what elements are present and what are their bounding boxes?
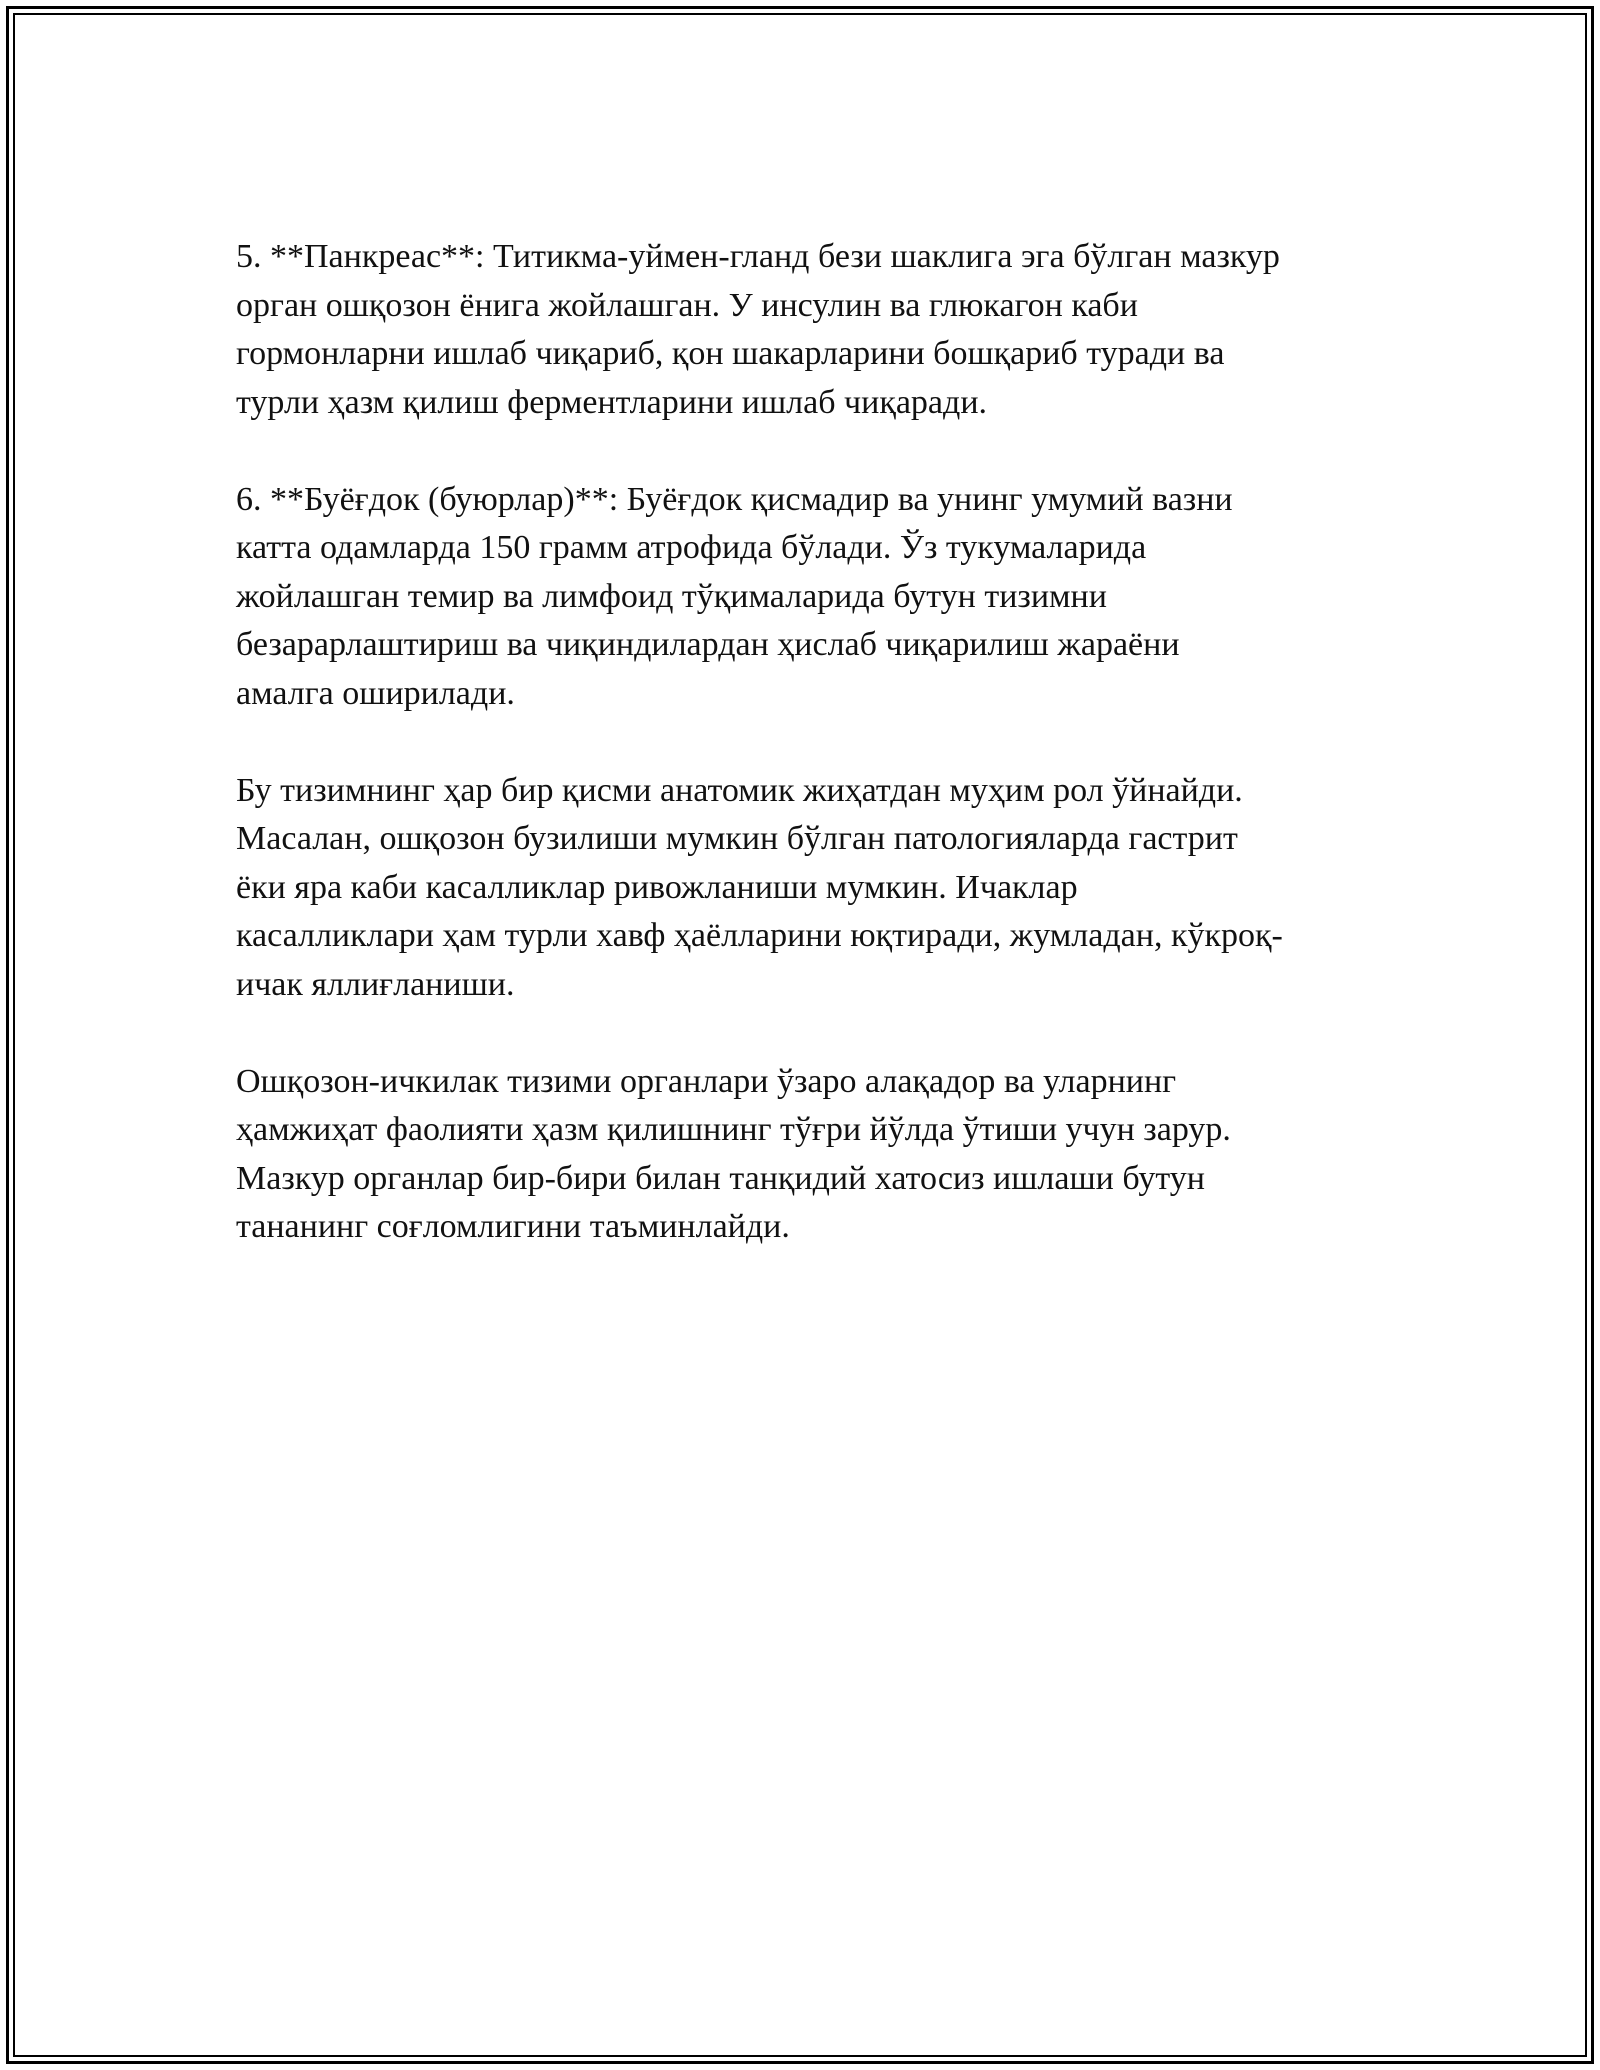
text-line: Масалан, ошқозон бузилиши мумкин бўлган патологияларда гастрит [236, 820, 1238, 857]
text-line: ёки яра каби касалликлар ривожланиши мумкин. Ичаклар [236, 868, 1078, 906]
text-line: безарарлаштириш ва чиқиндилардан ҳислаб чиқарилиш жараёни [236, 626, 1180, 663]
paragraph-conclusion [236, 1058, 1376, 1252]
text-line: амалга оширилади. [236, 674, 515, 712]
text-line: гормонларни ишлаб чиқариб, қон шакарларини бошқариб туради ва [236, 335, 1225, 372]
text-line: Ошқозон-ичкилак тизими органлари ўзаро алақадор ва уларнинг [236, 1062, 1177, 1100]
document-body [236, 233, 1376, 1300]
text-line: жойлашган темир ва лимфоид тўқималарида бутун тизимни [236, 577, 1107, 615]
paragraph-pancreas [236, 233, 1376, 427]
text-line: ҳамжиҳат фаолияти ҳазм қилишнинг тўғри йўлда ўтиши учун зарур. [236, 1111, 1231, 1148]
text-line: орган ошқозон ёнига жойлашган. У инсулин ва глюкагон каби [236, 286, 1138, 324]
text-line: ичак яллиғланиши. [236, 965, 515, 1003]
text-line: 6. **Буёғдок (буюрлар)**: Буёғдок қисмадир ва унинг умумий вазни [236, 480, 1233, 518]
paragraph-anatomy [236, 767, 1376, 1010]
text-line: турли ҳазм қилиш ферментларини ишлаб чиқаради. [236, 383, 988, 421]
text-line: 5. **Панкреас**: Титикма-уймен-гланд бези шаклига эга бўлган мазкур [236, 238, 1280, 275]
text-line: Мазкур органлар бир-бири билан танқидий хатосиз ишлаши бутун [236, 1159, 1205, 1197]
paragraph-kidneys [236, 476, 1376, 719]
text-line: катта одамларда 150 грамм атрофида бўлади. Ўз тукумаларида [236, 529, 1147, 566]
text-line: Бу тизимнинг ҳар бир қисми анатомик жиҳатдан муҳим рол ўйнайди. [236, 771, 1243, 809]
text-line: тананинг соғломлигини таъминлайди. [236, 1208, 790, 1245]
text-line: касалликлари ҳам турли хавф ҳаёлларини юқтиради, жумладан, кўкроқ- [236, 917, 1283, 954]
